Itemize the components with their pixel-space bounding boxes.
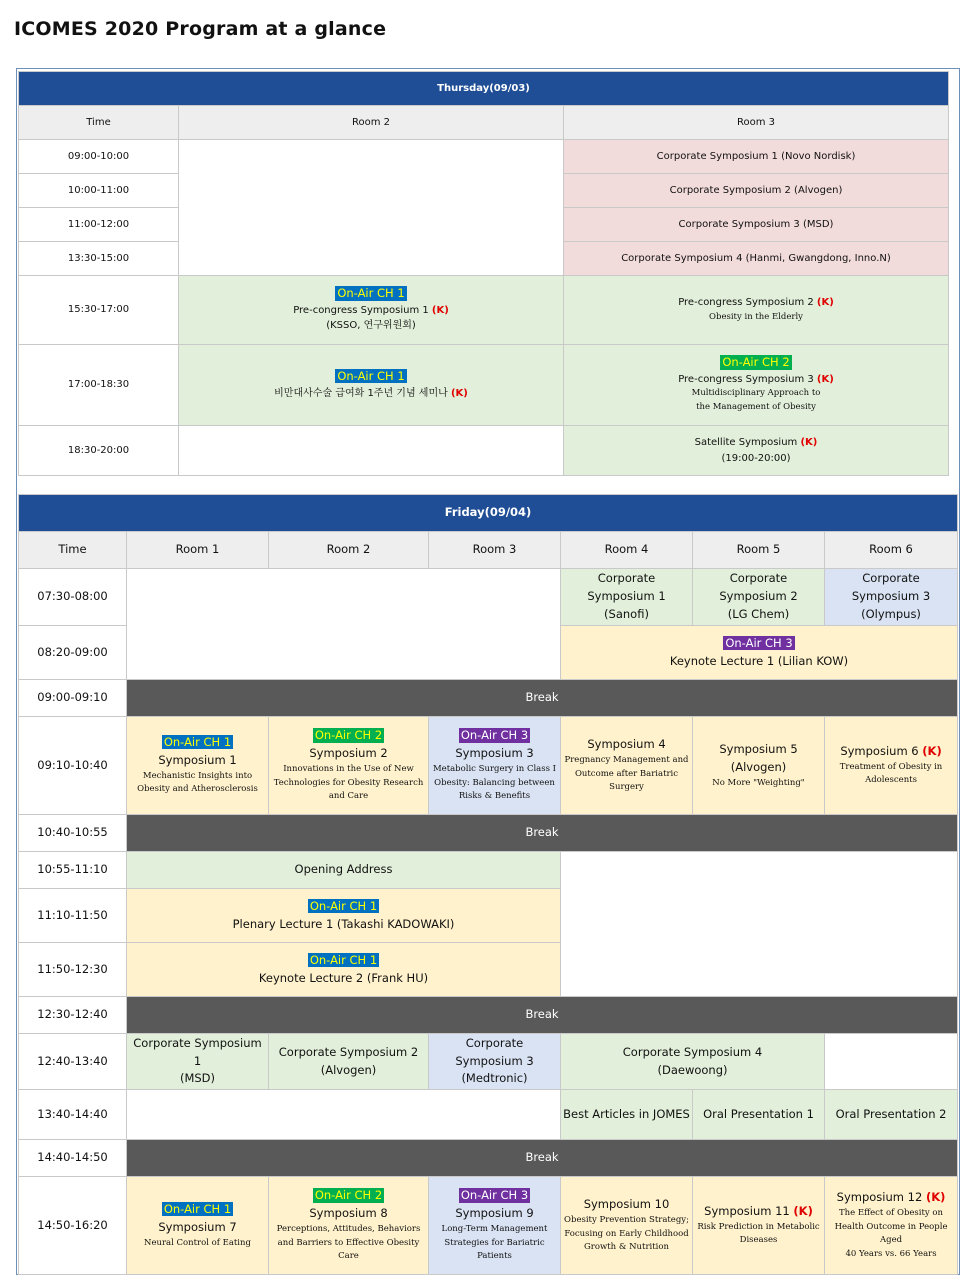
session-subtitle: Multidisciplinary Approach to — [691, 388, 821, 399]
column-header-room-3: Room 3 — [564, 106, 949, 140]
break-bar: Break — [127, 1140, 958, 1177]
session-opening-address[interactable]: Opening Address — [127, 852, 561, 889]
session-title: Symposium 7 — [158, 1219, 237, 1234]
time-cell: 09:10-10:40 — [19, 717, 127, 815]
session-best-articles[interactable]: Best Articles in JOMES — [561, 1090, 693, 1140]
session-satellite-symposium[interactable] — [564, 426, 949, 476]
on-air-ch1-badge[interactable]: On-Air CH 1 — [163, 1201, 232, 1216]
time-cell: 12:30-12:40 — [19, 997, 127, 1034]
session-subtitle: the Management of Obesity — [696, 402, 816, 412]
time-cell: 17:00-18:30 — [19, 345, 179, 426]
empty-slot — [127, 569, 561, 680]
session-corporate-symposium-lg-chem[interactable] — [693, 569, 825, 626]
session-symposium-5[interactable] — [693, 717, 825, 815]
session-subtitle: Obesity Prevention Strategy; Focusing on Early Childhood Growth & Nutrition — [564, 1215, 689, 1253]
time-cell: 07:30-08:00 — [19, 569, 127, 626]
session-symposium-6[interactable] — [825, 717, 958, 815]
korean-language-mark: (K) — [793, 1204, 813, 1218]
column-header-room-6: Room 6 — [825, 532, 958, 569]
session-title: Symposium 10 — [583, 1197, 670, 1212]
session-subtitle: No More "Weighting" — [712, 777, 805, 788]
korean-language-mark: (K) — [816, 297, 834, 309]
on-air-ch2-badge[interactable]: On-Air CH 2 — [722, 355, 790, 370]
session-subtitle: 40 Years vs. 66 Years — [845, 1249, 937, 1259]
session-organizer: (KSSO, 연구위원회) — [326, 320, 416, 332]
break-bar: Break — [127, 680, 958, 717]
time-cell: 14:40-14:50 — [19, 1140, 127, 1177]
session-sponsor: (Alvogen) — [320, 1062, 377, 1077]
session-title: Symposium 5 — [719, 741, 798, 756]
on-air-ch1-badge[interactable]: On-Air CH 1 — [309, 952, 378, 967]
break-bar: Break — [127, 815, 958, 852]
session-subtitle: Long-Term Management Strategies for Bariatric Patients — [441, 1223, 548, 1262]
korean-language-mark: (K) — [450, 387, 468, 399]
session-subtitle: Perceptions, Attitudes, Behaviors and Barriers to Effective Obesity Care — [276, 1223, 421, 1262]
break-bar: Break — [127, 997, 958, 1034]
session-seminar[interactable] — [179, 345, 564, 426]
session-title: Symposium 12 — [836, 1190, 923, 1205]
session-subtitle: Innovations in the Use of New Technologies for Obesity Research and Care — [273, 763, 424, 802]
session-title: Symposium 6 — [840, 744, 919, 758]
session-sponsor: (MSD) — [179, 1071, 216, 1086]
column-header-room-4: Room 4 — [561, 532, 693, 569]
korean-language-mark: (K) — [816, 373, 834, 385]
on-air-ch2-badge[interactable]: On-Air CH 2 — [314, 728, 383, 743]
on-air-ch3-badge[interactable]: On-Air CH 3 — [725, 635, 793, 650]
session-pre-congress-symposium-1[interactable] — [179, 276, 564, 345]
friday-day-header: Friday(09/04) — [19, 495, 958, 532]
column-header-room-1: Room 1 — [127, 532, 269, 569]
session-subtitle: Pregnancy Management and Outcome after Bariatric Surgery — [564, 755, 689, 793]
column-header-room-2: Room 2 — [269, 532, 429, 569]
session-symposium-2[interactable] — [269, 717, 429, 815]
session-title: Symposium 2 — [309, 746, 388, 761]
session-subtitle: Mechanistic Insights into Obesity and Atherosclerosis — [137, 770, 258, 795]
time-cell: 18:30-20:00 — [19, 426, 179, 476]
session-title: Symposium 9 — [455, 1206, 534, 1221]
session-title: Pre-congress Symposium 1 — [293, 304, 429, 316]
session-symposium-1[interactable] — [127, 717, 269, 815]
session-title: Symposium 3 — [455, 746, 534, 761]
time-cell: 13:40-14:40 — [19, 1090, 127, 1140]
session-title: Corporate Symposium 1 — [133, 1035, 262, 1068]
session-corporate-symposium-daewoong[interactable] — [561, 1034, 825, 1090]
session-subtitle: Risk Prediction in Metabolic Diseases — [697, 1221, 820, 1246]
time-cell: 10:40-10:55 — [19, 815, 127, 852]
session-subtitle: Neural Control of Eating — [144, 1237, 251, 1248]
session-corporate-symposium-alvogen[interactable] — [269, 1034, 429, 1090]
time-cell: 10:00-11:00 — [19, 174, 179, 208]
empty-slot — [825, 1034, 958, 1090]
column-header-time: Time — [19, 532, 127, 569]
session-corporate-symposium-medtronic[interactable] — [429, 1034, 561, 1090]
on-air-ch1-badge[interactable]: On-Air CH 1 — [337, 369, 405, 383]
session-title: Corporate Symposium 3 — [455, 1035, 534, 1068]
session-title: 비만대사수술 급여화 1주년 기념 세미나 — [274, 387, 448, 399]
session-subtitle: Metabolic Surgery in Class I Obesity: Balancing between Risks & Benefits — [432, 763, 557, 802]
session-title: Corporate Symposium 2 — [278, 1044, 419, 1059]
column-header-room-2: Room 2 — [179, 106, 564, 140]
session-subtitle: The Effect of Obesity on Health Outcome in People Aged — [834, 1208, 948, 1246]
column-header-room-3: Room 3 — [429, 532, 561, 569]
session-subtitle: Treatment of Obesity in Adolescents — [839, 761, 943, 786]
thursday-day-header: Thursday(09/03) — [19, 72, 949, 106]
thursday-schedule-table — [18, 71, 949, 476]
time-cell: 14:50-16:20 — [19, 1177, 127, 1275]
session-corporate-symposium-sanofi[interactable] — [561, 569, 693, 626]
session-title: Pre-congress Symposium 3 — [678, 373, 814, 385]
session-pre-congress-symposium-3[interactable] — [564, 345, 949, 426]
session-corporate-symposium-olympus[interactable] — [825, 569, 958, 626]
page-title: ICOMES 2020 Program at a glance — [14, 18, 387, 40]
session-sponsor: (LG Chem) — [727, 606, 790, 621]
time-cell: 10:55-11:10 — [19, 852, 127, 889]
time-cell: 11:00-12:00 — [19, 208, 179, 242]
time-cell: 12:40-13:40 — [19, 1034, 127, 1090]
on-air-ch3-badge[interactable]: On-Air CH 3 — [460, 728, 529, 743]
empty-slot — [561, 852, 958, 997]
session-title: Corporate Symposium 4 — [622, 1044, 763, 1059]
session-title: Corporate Symposium 3 — [851, 571, 931, 604]
session-symposium-3[interactable] — [429, 717, 561, 815]
friday-schedule-table — [18, 494, 958, 1275]
session-symposium-7[interactable] — [127, 1177, 269, 1275]
on-air-ch3-badge[interactable]: On-Air CH 3 — [460, 1188, 529, 1203]
on-air-ch1-badge[interactable]: On-Air CH 1 — [163, 735, 232, 750]
time-cell: 15:30-17:00 — [19, 276, 179, 345]
time-cell: 09:00-10:00 — [19, 140, 179, 174]
time-cell: 13:30-15:00 — [19, 242, 179, 276]
session-sponsor: (Olympus) — [861, 606, 921, 621]
session-symposium-9[interactable] — [429, 1177, 561, 1275]
session-sponsor: (Medtronic) — [461, 1071, 528, 1086]
session-sponsor: (Alvogen) — [730, 759, 787, 774]
session-sponsor: (Sanofi) — [604, 606, 649, 621]
session-corporate-symposium-2[interactable]: Corporate Symposium 2 (Alvogen) — [564, 174, 949, 208]
empty-slot — [179, 426, 564, 476]
session-oral-presentation-1[interactable]: Oral Presentation 1 — [693, 1090, 825, 1140]
on-air-ch1-badge[interactable]: On-Air CH 1 — [309, 898, 378, 913]
time-cell: 09:00-09:10 — [19, 680, 127, 717]
session-corporate-symposium-4[interactable]: Corporate Symposium 4 (Hanmi, Gwangdong, Inno.N) — [564, 242, 949, 276]
session-corporate-symposium-msd[interactable] — [127, 1034, 269, 1090]
empty-slot — [127, 1090, 561, 1140]
session-keynote-lecture-1[interactable] — [561, 626, 958, 680]
session-subtitle: Obesity in the Elderly — [709, 311, 803, 322]
session-title: Keynote Lecture 1 (Lilian KOW) — [669, 653, 849, 668]
session-plenary-lecture-1[interactable] — [127, 889, 561, 943]
session-title: Corporate Symposium 2 — [719, 571, 798, 604]
session-pre-congress-symposium-2[interactable] — [564, 276, 949, 345]
session-corporate-symposium-3[interactable]: Corporate Symposium 3 (MSD) — [564, 208, 949, 242]
session-title: Plenary Lecture 1 (Takashi KADOWAKI) — [232, 916, 455, 931]
session-title: Symposium 1 — [158, 752, 237, 767]
session-symposium-11[interactable] — [693, 1177, 825, 1275]
session-keynote-lecture-2[interactable] — [127, 943, 561, 997]
session-symposium-10[interactable] — [561, 1177, 693, 1275]
korean-language-mark: (K) — [431, 304, 449, 316]
session-symposium-8[interactable] — [269, 1177, 429, 1275]
korean-language-mark: (K) — [922, 744, 942, 758]
session-sponsor: (Daewoong) — [657, 1062, 728, 1077]
session-title: Symposium 8 — [309, 1206, 388, 1221]
column-header-room-5: Room 5 — [693, 532, 825, 569]
session-title: Symposium 4 — [587, 737, 666, 752]
on-air-ch1-badge[interactable]: On-Air CH 1 — [337, 286, 405, 301]
session-symposium-12[interactable] — [825, 1177, 958, 1275]
session-title: Keynote Lecture 2 (Frank HU) — [258, 970, 429, 985]
session-oral-presentation-2[interactable]: Oral Presentation 2 — [825, 1090, 958, 1140]
session-time: (19:00-20:00) — [721, 452, 791, 464]
session-symposium-4[interactable] — [561, 717, 693, 815]
session-title: Symposium 11 — [704, 1204, 790, 1218]
session-title: Pre-congress Symposium 2 — [678, 297, 814, 309]
empty-slot — [179, 140, 564, 276]
time-cell: 08:20-09:00 — [19, 626, 127, 680]
korean-language-mark: (K) — [925, 1190, 946, 1205]
session-corporate-symposium-1[interactable]: Corporate Symposium 1 (Novo Nordisk) — [564, 140, 949, 174]
on-air-ch2-badge[interactable]: On-Air CH 2 — [314, 1188, 383, 1203]
time-cell: 11:50-12:30 — [19, 943, 127, 997]
column-header-time: Time — [19, 106, 179, 140]
korean-language-mark: (K) — [800, 437, 818, 448]
session-title: Satellite Symposium — [694, 437, 798, 448]
session-title: Corporate Symposium 1 — [587, 571, 666, 604]
time-cell: 11:10-11:50 — [19, 889, 127, 943]
